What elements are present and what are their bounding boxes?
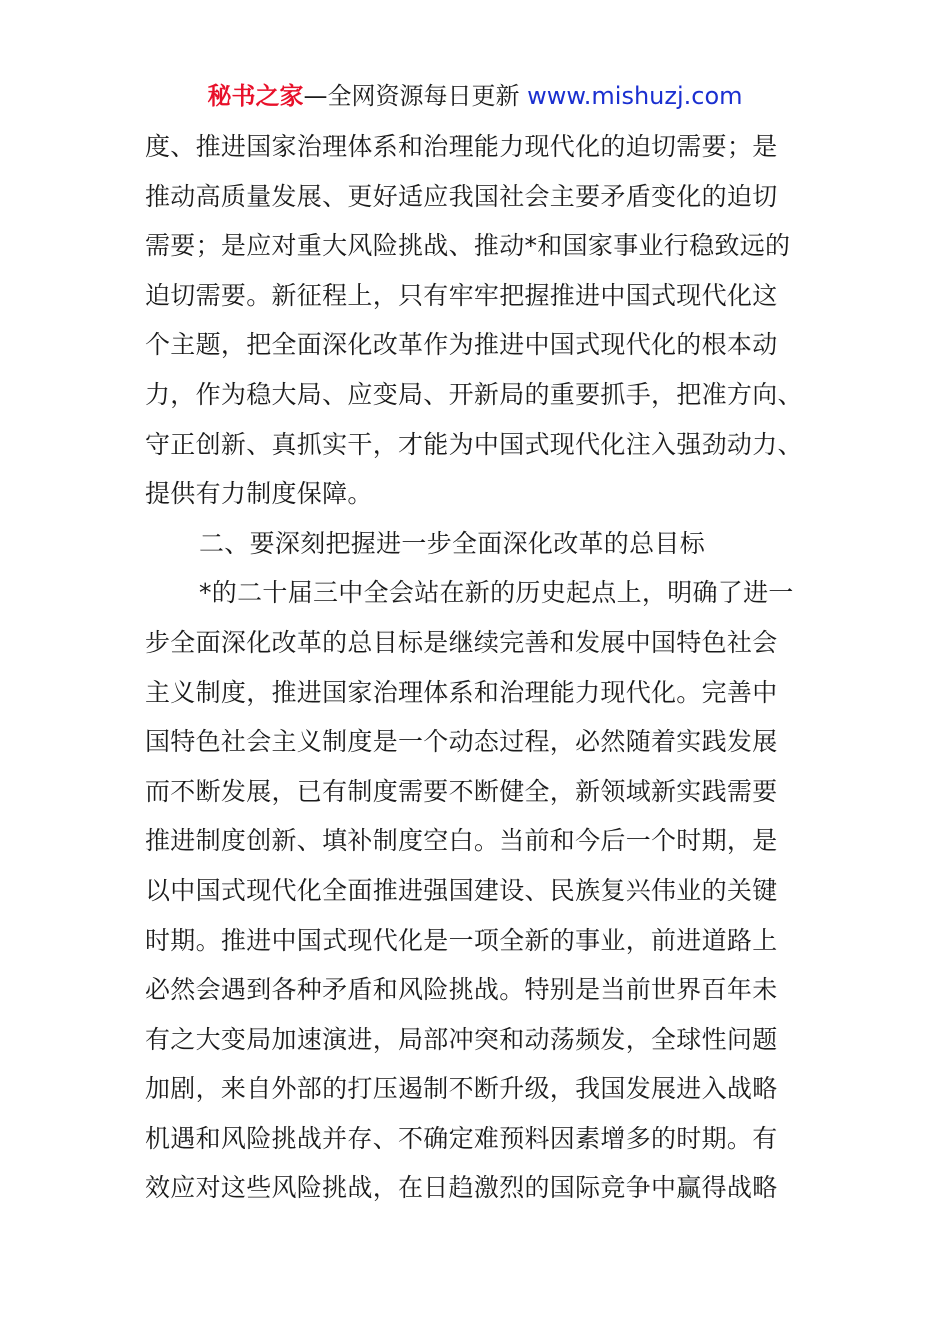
text-line: 力，作为稳大局、应变局、开新局的重要抓手，把准方向、 <box>145 379 803 409</box>
text-line: 以中国式现代化全面推进强国建设、民族复兴伟业的关键 <box>145 875 778 905</box>
document-body <box>145 122 810 1213</box>
text-line: 国特色社会主义制度是一个动态过程，必然随着实践发展 <box>145 727 778 757</box>
text-line: 迫切需要。新征程上，只有牢牢把握推进中国式现代化这 <box>145 280 778 310</box>
text-line: 提供有力制度保障。 <box>145 479 373 509</box>
text-line: 机遇和风险挑战并存、不确定难预料因素增多的时期。有 <box>145 1123 778 1153</box>
text-line: 效应对这些风险挑战，在日趋激烈的国际竞争中赢得战略 <box>145 1173 778 1203</box>
text-line: 必然会遇到各种矛盾和风险挑战。特别是当前世界百年未 <box>145 975 778 1005</box>
text-line: 时期。推进中国式现代化是一项全新的事业，前进道路上 <box>145 925 778 955</box>
site-brand: 秘书之家 <box>207 82 304 110</box>
text-line: 主义制度，推进国家治理体系和治理能力现代化。完善中 <box>145 677 778 707</box>
text-line: 推进制度创新、填补制度空白。当前和今后一个时期，是 <box>145 826 778 856</box>
text-line: 守正创新、真抓实干，才能为中国式现代化注入强劲动力、 <box>145 429 803 459</box>
site-header <box>0 80 950 112</box>
text-line: 需要；是应对重大风险挑战、推动*和国家事业行稳致远的 <box>145 231 791 261</box>
text-line: 加剧，来自外部的打压遏制不断升级，我国发展进入战略 <box>145 1074 778 1104</box>
text-line: 度、推进国家治理体系和治理能力现代化的迫切需要；是 <box>145 132 778 161</box>
site-url-link[interactable]: www.mishuzj.com <box>527 82 743 110</box>
text-line: 有之大变局加速演进，局部冲突和动荡频发，全球性问题 <box>145 1024 778 1054</box>
text-line: 而不断发展，已有制度需要不断健全，新领域新实践需要 <box>145 776 778 806</box>
site-slogan: —全网资源每日更新 <box>303 82 528 110</box>
section-heading: 二、要深刻把握进一步全面深化改革的总目标 <box>199 528 706 558</box>
text-line: *的二十届三中全会站在新的历史起点上，明确了进一 <box>199 578 794 608</box>
text-line: 推动高质量发展、更好适应我国社会主要矛盾变化的迫切 <box>145 181 778 211</box>
text-line: 步全面深化改革的总目标是继续完善和发展中国特色社会 <box>145 627 778 657</box>
text-line: 个主题，把全面深化改革作为推进中国式现代化的根本动 <box>145 330 778 360</box>
